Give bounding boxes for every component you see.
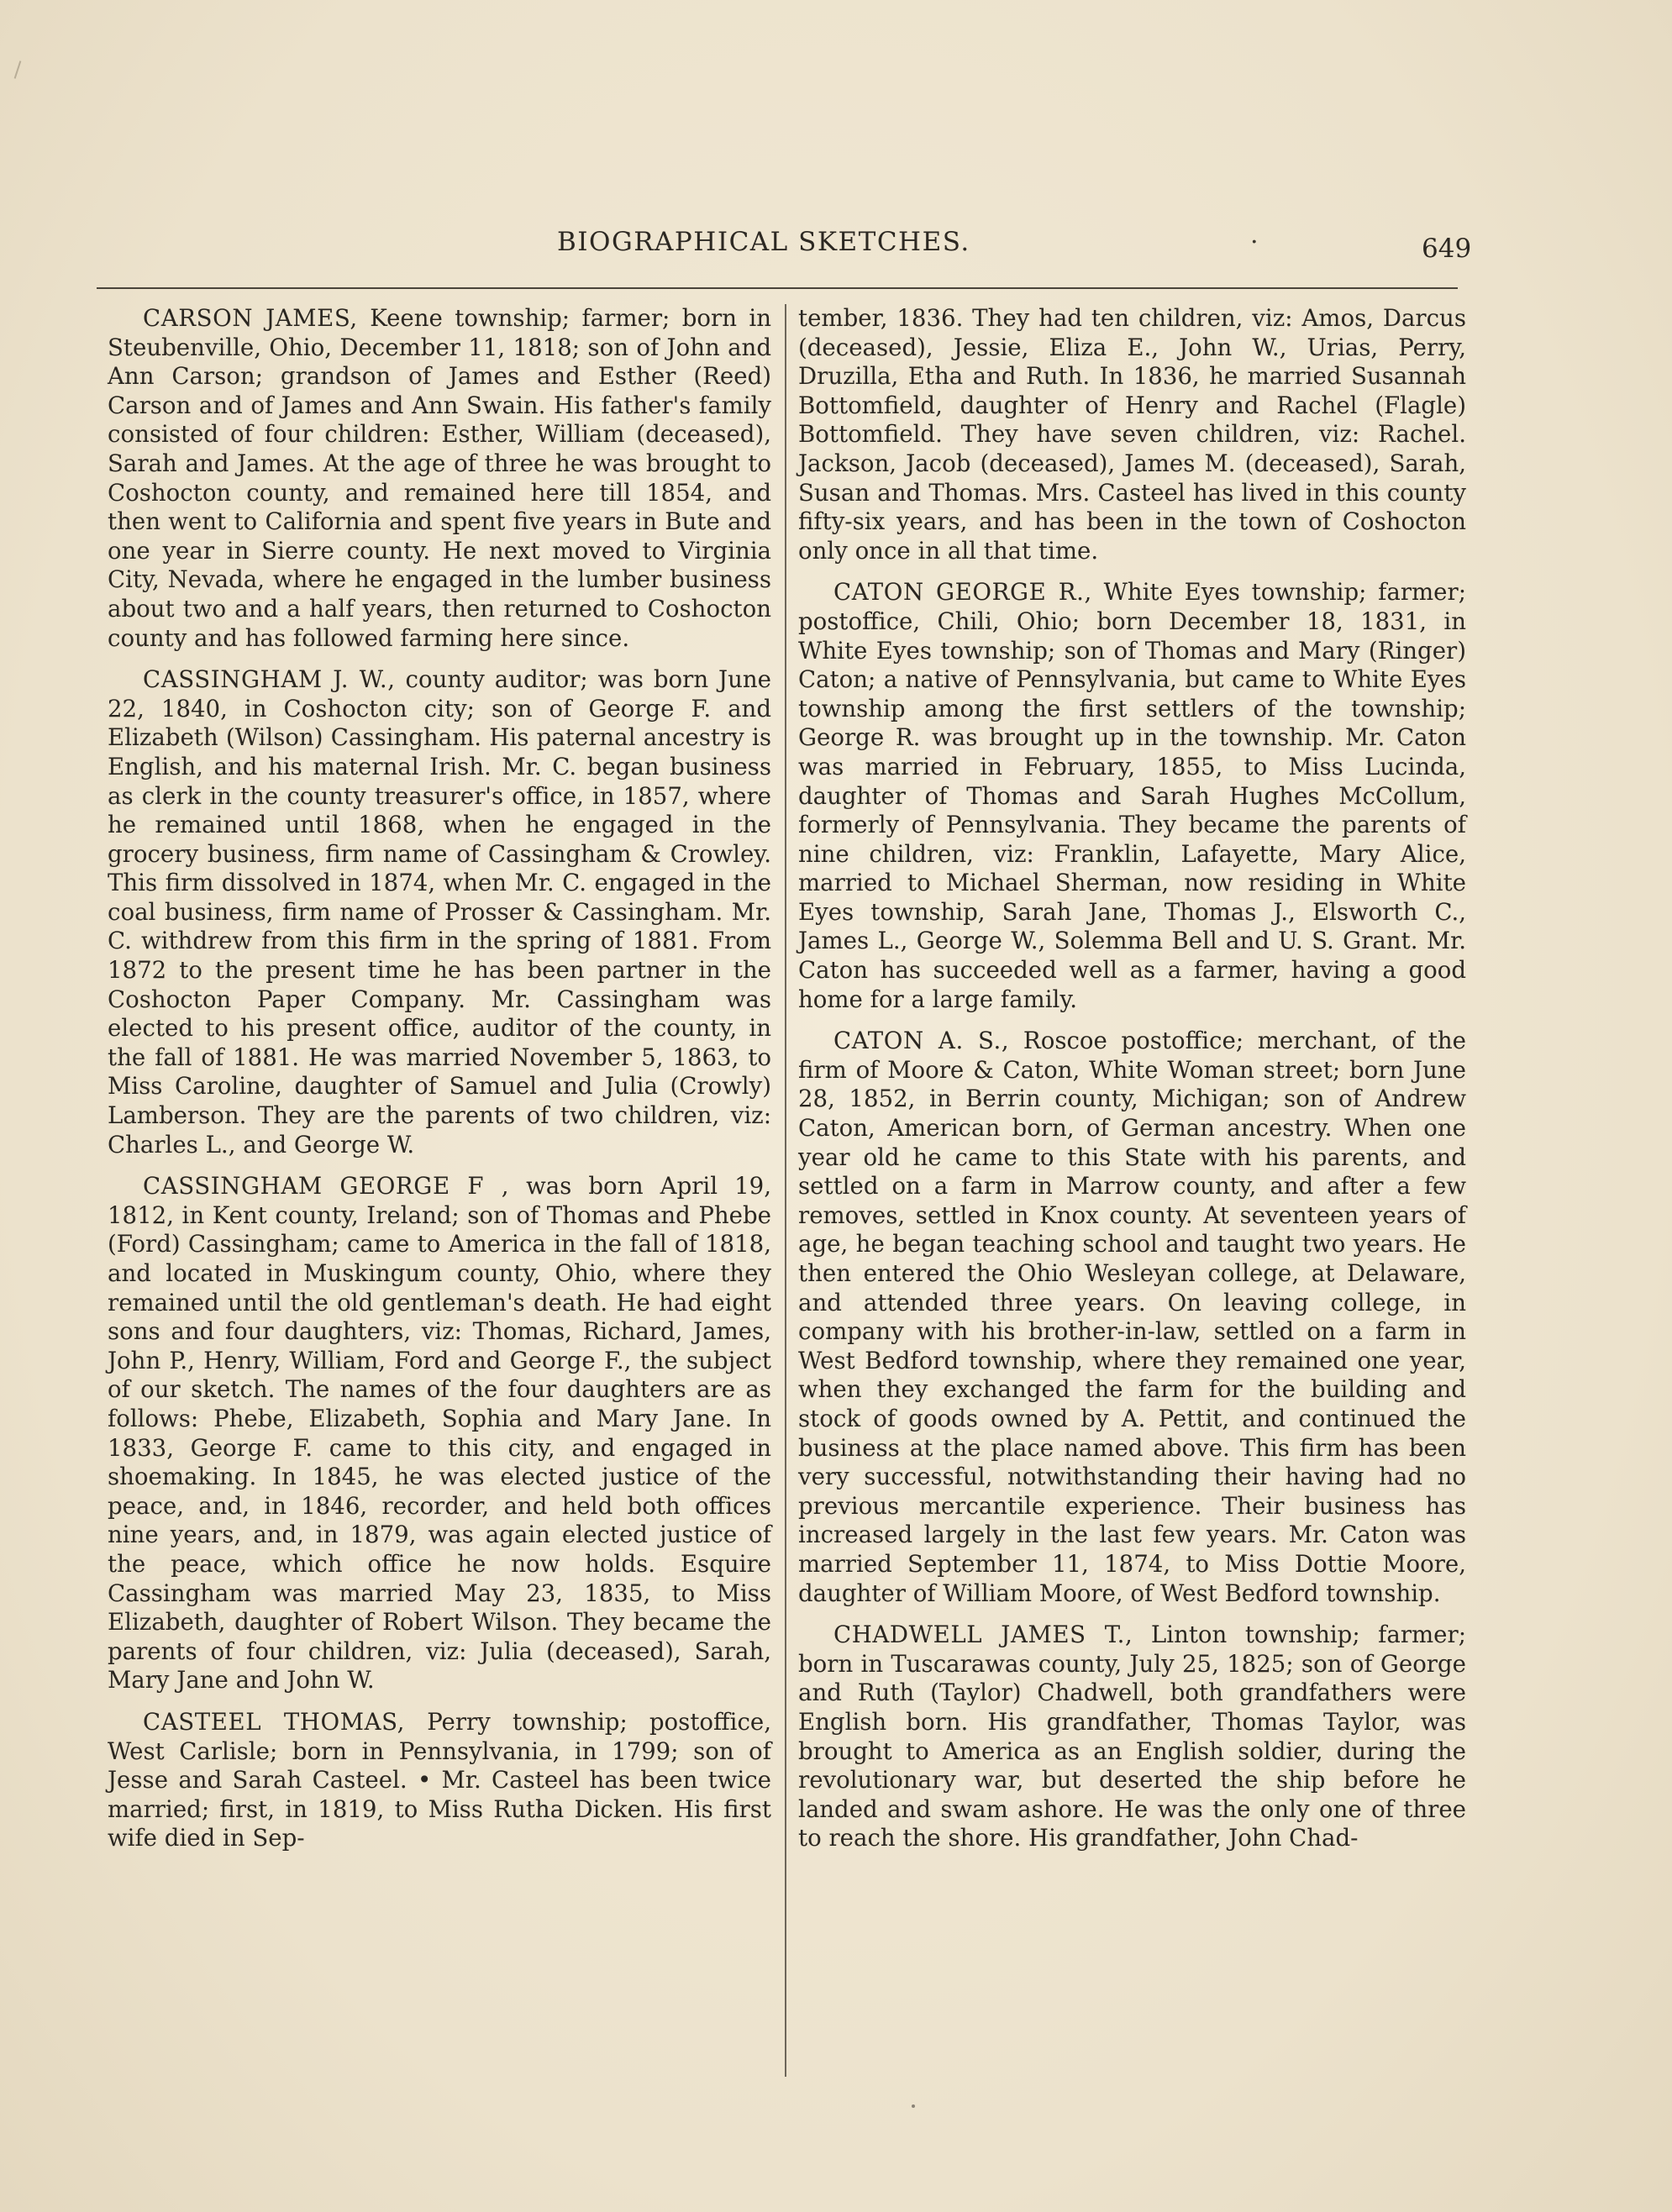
biography-entry [798, 578, 1466, 1014]
entry-name: CASSINGHAM GEORGE F , [143, 1172, 510, 1201]
column-divider [785, 304, 786, 2077]
biography-entry [798, 1027, 1466, 1608]
entry-name: CARSON JAMES, [143, 304, 358, 332]
entry-text: White Eyes township; farmer; postoffice, Chili, Ohio; born December 18, 1831, in White Eyes township; son of Thomas and Mary (Ringer) Caton; a native of Pennsylvania, but came to White Eyes township among the first settlers of the township; George R. was brought up in the township. Mr. Caton was married in February, 1855, to Miss Lucinda, daughter of Thomas and Sarah Hughes McCollum, formerly of Pennsylvania. They became the parents of nine children, viz: Franklin, Lafayette, Mary Alice, married to Michael Sherman, now residing in White Eyes township, Sarah Jane, Thomas J., Elsworth C., James L., George W., Solemma Bell and U. S. Grant. Mr. Caton has succeeded well as a farmer, having a good home for a large family. [798, 578, 1466, 1013]
biography-entry [108, 665, 771, 1159]
entry-name: CHADWELL JAMES T., [833, 1621, 1133, 1649]
biography-entry [108, 1172, 771, 1695]
header-separator-dot: . [1250, 220, 1259, 250]
biography-entry-continued [798, 304, 1466, 565]
left-column [108, 304, 771, 1866]
entry-text: Roscoe postoffice; merchant, of the firm of Moore & Caton, White Woman street; born June 28, 1852, in Berrin county, Michigan; son of Andrew Caton, American born, of German ancestry. When one year old he came to this State with his parents, and settled on a farm in Marrow county, and after a few removes, settled in Knox county. At seventeen years of age, he began teaching school and taught two years. He then entered the Ohio Wesleyan college, at Delaware, and attended three years. On leaving college, in company with his brother-in-law, settled on a farm in West Bedford township, where they remained one year, when they exchanged the farm for the building and stock of goods owned by A. Pettit, and continued the business at the place named above. This firm has been very successful, notwithstanding their having had no previous mercantile experience. Their business has increased largely in the last few years. Mr. Caton was married September 11, 1874, to Miss Dottie Moore, daughter of William Moore, of West Bedford township. [798, 1027, 1467, 1607]
entry-name: CATON A. S., [833, 1027, 1010, 1055]
biography-entry [108, 1708, 771, 1853]
entry-name: CASSINGHAM J. W., [143, 665, 396, 694]
page-number: 649 [1422, 234, 1472, 264]
footer-dot [912, 2104, 915, 2108]
entry-name: CASTEEL THOMAS, [143, 1707, 406, 1736]
entry-text: Perry township; postoffice, West Carlisle; born in Pennsylvania, in 1799; son of Jesse and Sarah Casteel. • Mr. Casteel has been twice married; first, in 1819, to Miss Rutha Dicken. His first wife died in Sep- [108, 1707, 772, 1852]
entry-text: was born April 19, 1812, in Kent county, Ireland; son of Thomas and Phebe (Ford) Cassingham; came to America in the fall of 1818, and located in Muskingum county, Ohio, where they remained until the old gentleman's death. He had eight sons and four daughters, viz: Thomas, Richard, James, John P., Henry, William, Ford and George F., the subject of our sketch. The names of the four daughters are as follows: Phebe, Elizabeth, Sophia and Mary Jane. In 1833, George F. came to this city, and engaged in shoemaking. In 1845, he was elected justice of the peace, and, in 1846, recorder, and held both offices nine years, and, in 1879, was again elected justice of the peace, which office he now holds. Esquire Cassingham was married May 23, 1835, to Miss Elizabeth, daughter of Robert Wilson. They became the parents of four children, viz: Julia (deceased), Sarah, Mary Jane and John W. [108, 1172, 771, 1694]
running-title: BIOGRAPHICAL SKETCHES. [557, 227, 970, 257]
biography-entry [108, 304, 771, 653]
right-column [798, 304, 1466, 1866]
header-rule [97, 287, 1458, 289]
entry-text: tember, 1836. They had ten children, viz: Amos, Darcus (deceased), Jessie, Eliza E., John W., Urias, Perry, Druzilla, Etha and Ruth. In 1836, he married Susannah Bottomfield, daughter of Henry and Rachel (Flagle) Bottomfield. They have seven children, viz: Rachel. Jackson, Jacob (deceased), James M. (deceased), Sarah, Susan and Thomas. Mrs. Casteel has lived in this county fifty-six years, and has been in the town of Coshocton only once in all that time. [798, 304, 1466, 565]
entry-text: county auditor; was born June 22, 1840, in Coshocton city; son of George F. and Elizabeth (Wilson) Cassingham. His paternal ancestry is English, and his maternal Irish. Mr. C. began business as clerk in the county treasurer's office, in 1857, where he remained until 1868, when he engaged in the grocery business, firm name of Cassingham & Crowley. This firm dissolved in 1874, when Mr. C. engaged in the coal business, firm name of Prosser & Cassingham. Mr. C. withdrew from this firm in the spring of 1881. From 1872 to the present time he has been partner in the Coshocton Paper Company. Mr. Cassingham was elected to his present office, auditor of the county, in the fall of 1881. He was married November 5, 1863, to Miss Caroline, daughter of Samuel and Julia (Crowly) Lamberson. They are the parents of two children, viz: Charles L., and George W. [108, 665, 771, 1159]
biography-entry [798, 1621, 1466, 1853]
entry-text: Keene township; farmer; born in Steubenville, Ohio, December 11, 1818; son of John and Ann Carson; grandson of James and Esther (Reed) Carson and of James and Ann Swain. His father's family consisted of four children: Esther, William (deceased), Sarah and James. At the age of three he was brought to Coshocton county, and remained here till 1854, and then went to California and spent five years in Bute and one year in Sierre county. He next moved to Virginia City, Nevada, where he engaged in the lumber business about two and a half years, then returned to Coshocton county and has followed farming here since. [108, 304, 771, 652]
entry-text: Linton township; farmer; born in Tuscarawas county, July 25, 1825; son of George and Ruth (Taylor) Chadwell, both grandfathers were English born. His grandfather, Thomas Taylor, was brought to America as an English soldier, during the revolutionary war, but deserted the ship before he landed and swam ashore. He was the only one of three to reach the shore. His grandfather, John Chad- [798, 1621, 1467, 1852]
margin-pencil-mark [14, 60, 22, 79]
entry-name: CATON GEORGE R., [833, 578, 1092, 607]
